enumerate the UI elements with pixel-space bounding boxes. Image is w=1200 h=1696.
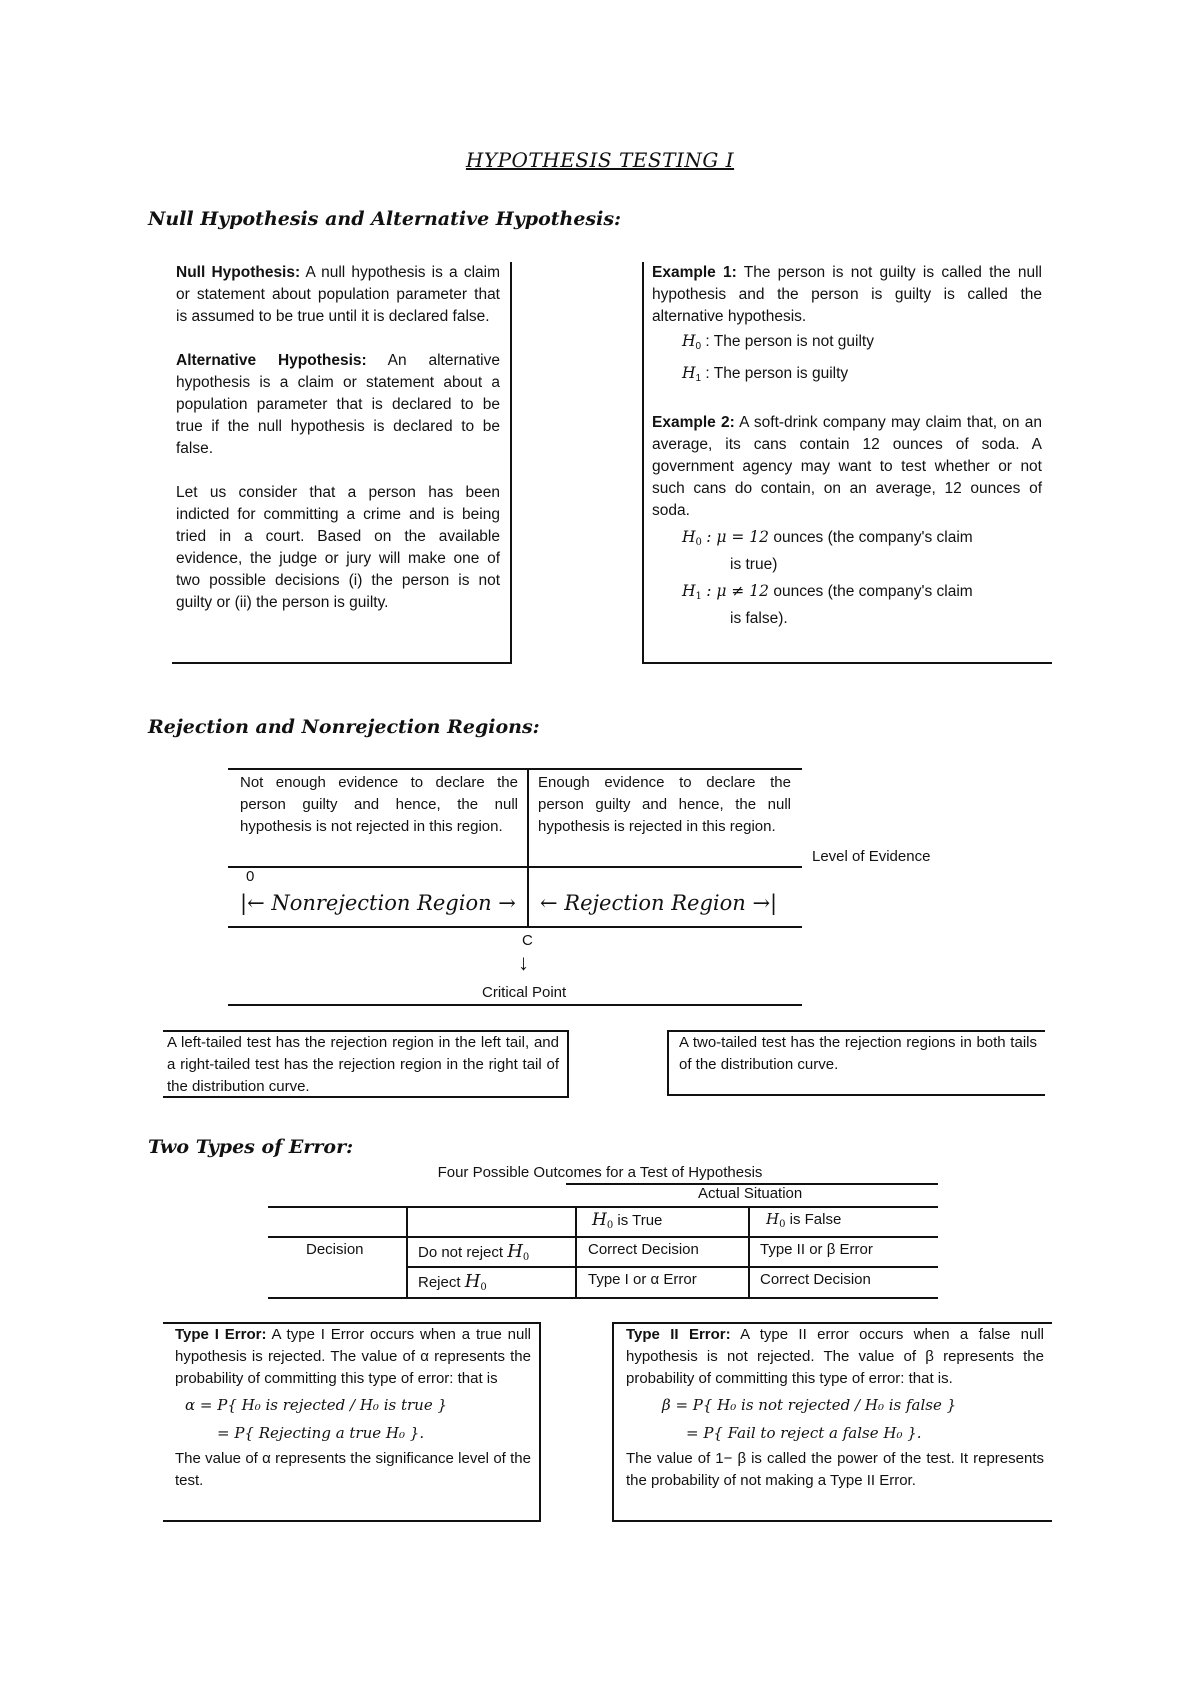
type-2-text: A type II error occurs when a false null hypothesis is not rejected. The value of β represents the probability of committing this type of error: that is. [626, 1326, 1044, 1387]
table-bottom-rule [268, 1297, 938, 1299]
table-vline-1 [406, 1206, 408, 1298]
null-hypothesis-label: Null Hypothesis: [176, 264, 301, 281]
court-example-paragraph: Let us consider that a person has been indicted for committing a crime and is being tried in a court. Based on the available evidence, the judge or jury will make one of two possible decisions (i) the person is not guilty or (ii) the person is guilty. [176, 484, 500, 611]
decision-label: Decision [306, 1241, 364, 1258]
h1-text: The person is guilty [713, 365, 849, 382]
h1-equation: : μ ≠ 12 [706, 582, 770, 600]
type-1-equation-1: α = P{ H₀ is rejected / H₀ is true } [185, 1396, 448, 1414]
h0-false-text: is False [789, 1211, 842, 1228]
left-right-tailed-box [163, 1030, 569, 1098]
table-vline-3 [748, 1206, 750, 1298]
examples-box [642, 262, 1052, 664]
section-heading-regions: Rejection and Nonrejection Regions: [148, 716, 540, 738]
h0-true-header: $H_0$ is True [592, 1210, 663, 1231]
correct-decision-cell-1: Correct Decision [588, 1241, 699, 1258]
h1-subscript: 1 [695, 373, 702, 384]
two-tailed-text: A two-tailed test has the rejection regions in both tails of the distribution curve. [679, 1034, 1037, 1073]
type-1-error-box [163, 1322, 541, 1522]
h0-claim: ounces (the company's claim [773, 529, 973, 546]
type-1-significance: The value of α represents the significance level of the test. [175, 1450, 531, 1489]
region-top-rule [228, 768, 802, 770]
type-2-label: Type II Error: [626, 1326, 731, 1343]
two-tailed-box [667, 1030, 1045, 1096]
type-2-power: The value of 1− β is called the power of the test. It represents the probability of not making a Type II Error. [626, 1450, 1044, 1489]
correct-decision-cell-2: Correct Decision [760, 1271, 871, 1288]
zero-label: 0 [246, 868, 255, 885]
alt-hypothesis-paragraph [176, 350, 500, 460]
type-2-error-box [612, 1322, 1052, 1522]
null-alt-definition-box [172, 262, 512, 664]
table-vline-2 [575, 1206, 577, 1298]
h1-symbol: H [682, 364, 696, 382]
table-rule-2 [268, 1206, 938, 1208]
example-1-text: The person is not guilty is called the null hypothesis and the person is guilty is called the alternative hypothesis. [652, 264, 1042, 325]
h0-equation: : μ = 12 [706, 528, 770, 546]
example-1-h1: $H_1$ : The person is guilty [682, 364, 849, 384]
example-2-label: Example 2: [652, 414, 735, 431]
h1-claim: ounces (the company's claim [773, 583, 973, 600]
down-arrow-icon: ↓ [518, 950, 529, 975]
h0-true-text: is True [617, 1212, 663, 1229]
do-not-reject-row: Do not reject $H_0$ [418, 1241, 530, 1263]
example-1-label: Example 1: [652, 264, 737, 281]
table-rule-4 [406, 1266, 938, 1268]
reject-text: Reject [418, 1274, 461, 1291]
type-2-paragraph [626, 1324, 1044, 1390]
null-hypothesis-paragraph [176, 262, 500, 328]
type-1-equation-2: = P{ Rejecting a true H₀ }. [217, 1424, 425, 1442]
table-caption: Four Possible Outcomes for a Test of Hypothesis [437, 1164, 763, 1181]
example-1-h0: $H_0$ : The person is not guilty [682, 332, 874, 352]
type-2-cell: Type II or β Error [760, 1241, 873, 1258]
null-hypothesis-text: A null hypothesis is a claim or statement about population parameter that is assumed to be true until it is declared false. [176, 264, 500, 325]
type-1-text: A type I Error occurs when a true null hypothesis is rejected. The value of α represents the probability of committing this type of error: that is [175, 1326, 532, 1387]
alt-hypothesis-text: An alternative hypothesis is a claim or statement about a population parameter that is declared to be true if the null hypothesis is declared to be false. [176, 352, 500, 457]
section-heading-errors: Two Types of Error: [148, 1136, 354, 1158]
do-not-reject-text: Do not reject [418, 1244, 504, 1261]
rejection-region-label: ← Rejection Region →| [540, 891, 778, 915]
example-2-text: A soft-drink company may claim that, on an average, its cans contain 12 ounces of soda. A government agency may want to test whether or not such cans do contain, on an average, 12 ounces of soda. [652, 414, 1043, 519]
region-level-rule [228, 866, 802, 868]
example-2-h1: $H_1$ : μ ≠ 12 ounces (the company's claim [682, 582, 973, 602]
example-2-h0-cont: is true) [730, 556, 778, 573]
actual-situation-header: Actual Situation [698, 1185, 803, 1202]
type-1-paragraph [175, 1324, 531, 1390]
example-1-paragraph [652, 262, 1042, 328]
h0-text: The person is not guilty [713, 333, 874, 350]
alt-hypothesis-label: Alternative Hypothesis: [176, 352, 367, 369]
h0-false-header: $H_0$ is False [766, 1210, 842, 1230]
type-2-equation-1: β = P{ H₀ is not rejected / H₀ is false } [662, 1396, 957, 1414]
region-divider [527, 768, 529, 928]
level-of-evidence-label: Level of Evidence [812, 848, 931, 865]
page-title: HYPOTHESIS TESTING I [465, 148, 735, 172]
critical-point-rule [228, 1004, 802, 1006]
example-2-paragraph [652, 412, 1042, 522]
h0-symbol: H [682, 332, 696, 350]
h0-subscript: 0 [695, 341, 702, 352]
table-rule-3 [268, 1236, 938, 1238]
example-2-h0: $H_0$ : μ = 12 ounces (the company's claim [682, 528, 973, 548]
critical-point-label: Critical Point [482, 984, 567, 1001]
type-1-label: Type I Error: [175, 1326, 267, 1343]
tailed-test-text: A left-tailed test has the rejection region in the left tail, and a right-tailed test has the rejection region in the right tail of the distribution curve. [167, 1034, 559, 1095]
type-2-equation-2: = P{ Fail to reject a false H₀ }. [686, 1424, 922, 1442]
type-1-cell: Type I or α Error [588, 1271, 697, 1288]
region-bottom-rule [228, 926, 802, 928]
section-heading-hypotheses: Null Hypothesis and Alternative Hypothesis: [148, 208, 622, 230]
critical-value-label: C [522, 932, 533, 949]
example-2-h1-cont: is false). [730, 610, 788, 627]
nonrejection-description: Not enough evidence to declare the person guilty and hence, the null hypothesis is not rejected in this region. [240, 774, 518, 835]
nonrejection-region-label: |← Nonrejection Region → [240, 891, 516, 915]
reject-row: Reject $H_0$ [418, 1271, 487, 1293]
rejection-description: Enough evidence to declare the person guilty and hence, the null hypothesis is rejected in this region. [538, 774, 791, 835]
